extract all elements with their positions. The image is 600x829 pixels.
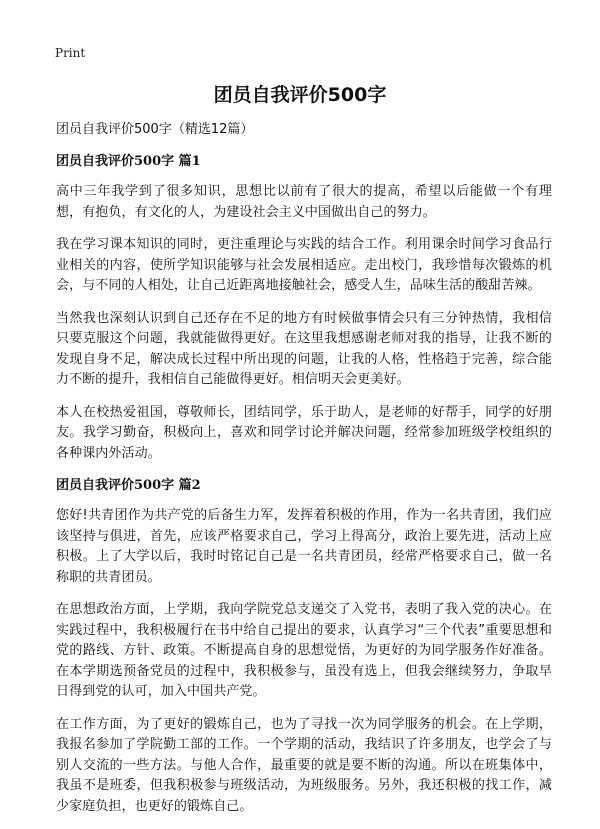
document-body bbox=[56, 120, 552, 829]
paragraph: 当然我也深刻认识到自己还存在不足的地方有时候做事情会只有三分钟热情，我相信只要克服这个问题，我就能做得更好。在这里我想感谢老师对我的指导，让我不断的发现自身不足，解决成长过程中所出现的问题，让我的人格，性格趋于完善，综合能力不断的提升，我相信自己能做得更好。相信明天会更美好。 bbox=[56, 310, 552, 387]
print-link[interactable]: Print bbox=[55, 46, 86, 60]
paragraph: 您好!共青团作为共产党的后备生力军，发挥着积极的作用，作为一名共青团，我们应该坚持与俱进，首先，应该严格要求自己，学习上得高分，政治上要先进，活动上应积极。上了大学以后，我时时铭记自己是一名共青团员，经常严格要求自己，做一名称职的共青团员。 bbox=[56, 508, 552, 585]
paragraph: 高中三年我学到了很多知识，思想比以前有了很大的提高，希望以后能做一个有理想，有抱负，有文化的人，为建设社会主义中国做出自己的努力。 bbox=[56, 184, 552, 220]
page-title: 团员自我评价500字 bbox=[213, 84, 387, 106]
paragraph: 我在学习课本知识的同时，更注重理论与实践的结合工作。利用课余时间学习食品行业相关的内容，使所学知识能够与社会发展相适应。走出校门，我珍惜每次锻炼的机会，与不同的人相处，让自己近距离地接触社会，感受人生，品味生活的酸甜苦辣。 bbox=[56, 237, 552, 293]
section-heading: 团员自我评价500字 篇2 bbox=[56, 478, 201, 493]
paragraph: 在工作方面，为了更好的锻炼自己，也为了寻找一次为同学服务的机会。在上学期，我报名参加了学院勤工部的工作。一个学期的活动，我结识了许多朋友，也学会了与别人交流的一些方法。与他人合作，最重要的就是要不断的沟通。所以在班集体中，我虽不是班委，但我积极参与班级活动，为班级服务。另外，我还积极的找工作，减少家庭负担，也更好的锻炼自己。 bbox=[56, 716, 552, 814]
section-2 bbox=[56, 476, 552, 817]
document-subtitle: 团员自我评价500字（精选12篇） bbox=[56, 122, 254, 137]
section-heading: 团员自我评价500字 篇1 bbox=[56, 154, 201, 169]
paragraph: 本人在校热爱祖国，尊敬师长，团结同学，乐于助人，是老师的好帮手，同学的好朋友。我学习勤奋，积极向上，喜欢和同学讨论并解决问题，经常参加班级学校组织的各种课内外活动。 bbox=[56, 404, 552, 461]
section-1 bbox=[56, 152, 552, 464]
paragraph: 在思想政治方面，上学期，我向学院党总支递交了入党书，表明了我入党的决心。在实践过程中，我积极履行在书中给自己提出的要求，认真学习“三个代表”重要思想和党的路线、方针、政策。不断提高自身的思想觉悟，为更好的为同学服务作好准备。在本学期选预备党员的过程中，我积极参与，虽没有选上，但我会继续努力，争取早日得到党的认可，加入中国共产党。 bbox=[56, 602, 552, 699]
